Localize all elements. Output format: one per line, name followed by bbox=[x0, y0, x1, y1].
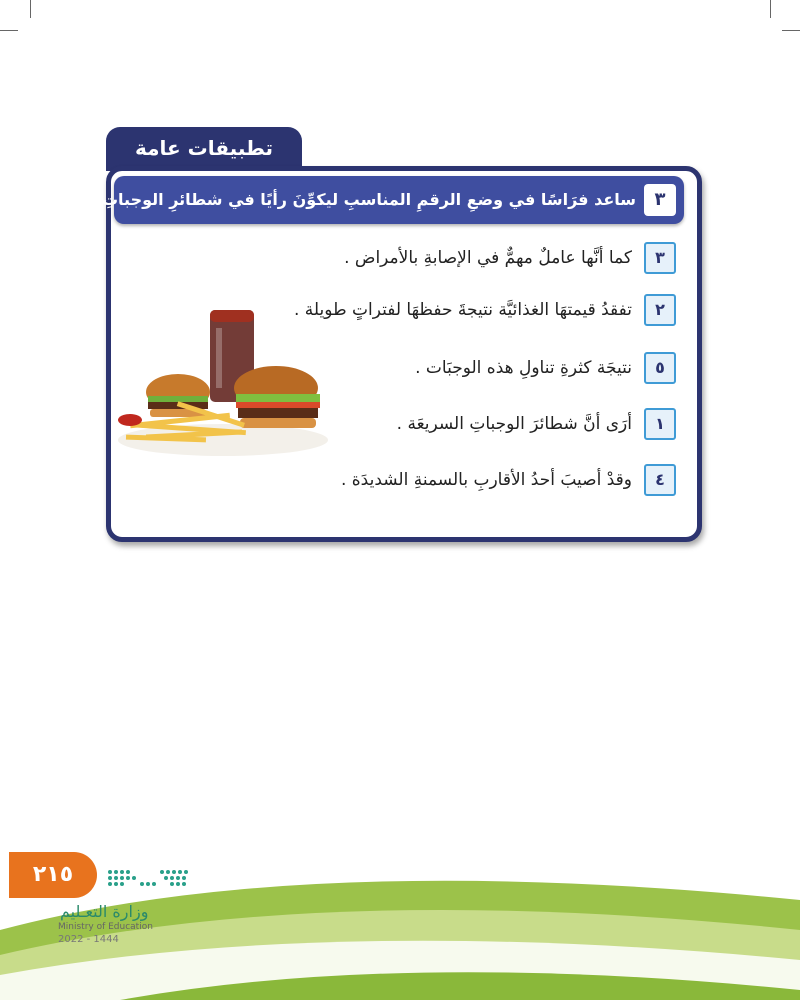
item-number-box[interactable]: ٣ bbox=[644, 242, 676, 274]
list-item bbox=[415, 351, 676, 385]
item-number-box[interactable]: ٢ bbox=[644, 294, 676, 326]
section-title: تطبيقات عامة bbox=[106, 127, 302, 171]
crop-mark bbox=[30, 0, 31, 18]
page-number: ٢١٥ bbox=[9, 852, 97, 898]
question-bar bbox=[21, 176, 684, 224]
item-text: وقدْ أصيبَ أحدُ الأقاربِ بالسمنةِ الشديدَة . bbox=[340, 470, 632, 490]
ministry-name-arabic: وزارة التعـليم bbox=[60, 902, 149, 921]
item-number-box[interactable]: ٤ bbox=[644, 464, 676, 496]
list-item bbox=[344, 241, 676, 275]
list-item bbox=[397, 407, 676, 441]
item-text: أرَى أنَّ شطائرَ الوجباتِ السريعَة . bbox=[396, 414, 632, 434]
list-item bbox=[294, 293, 676, 327]
crop-mark bbox=[782, 30, 800, 31]
item-text: نتيجَة كثرةِ تناولِ هذه الوجبَات . bbox=[415, 358, 632, 378]
ministry-logo-icon bbox=[106, 868, 190, 896]
item-text: كما أنَّها عاملٌ مهمٌّ في الإصابةِ بالأمراض . bbox=[344, 248, 632, 268]
edition-year: 2022 - 1444 bbox=[58, 934, 119, 945]
ministry-name-english: Ministry of Education bbox=[58, 922, 153, 932]
question-text: ساعد فرَاسًا في وضعِ الرقمِ المناسبِ ليكوِّنَ رأيًا في شطائرِ الوجباتِ السريعَةِ : bbox=[21, 190, 636, 209]
fast-food-image bbox=[116, 300, 330, 458]
question-number: ٣ bbox=[644, 184, 676, 216]
item-text: تفقدُ قيمتهَا الغذائيَّة نتيجةَ حفظهَا لفتراتٍ طويلة . bbox=[294, 300, 632, 320]
list-item bbox=[341, 463, 676, 497]
crop-mark bbox=[0, 30, 18, 31]
crop-mark bbox=[770, 0, 771, 18]
item-number-box[interactable]: ١ bbox=[644, 408, 676, 440]
item-number-box[interactable]: ٥ bbox=[644, 352, 676, 384]
